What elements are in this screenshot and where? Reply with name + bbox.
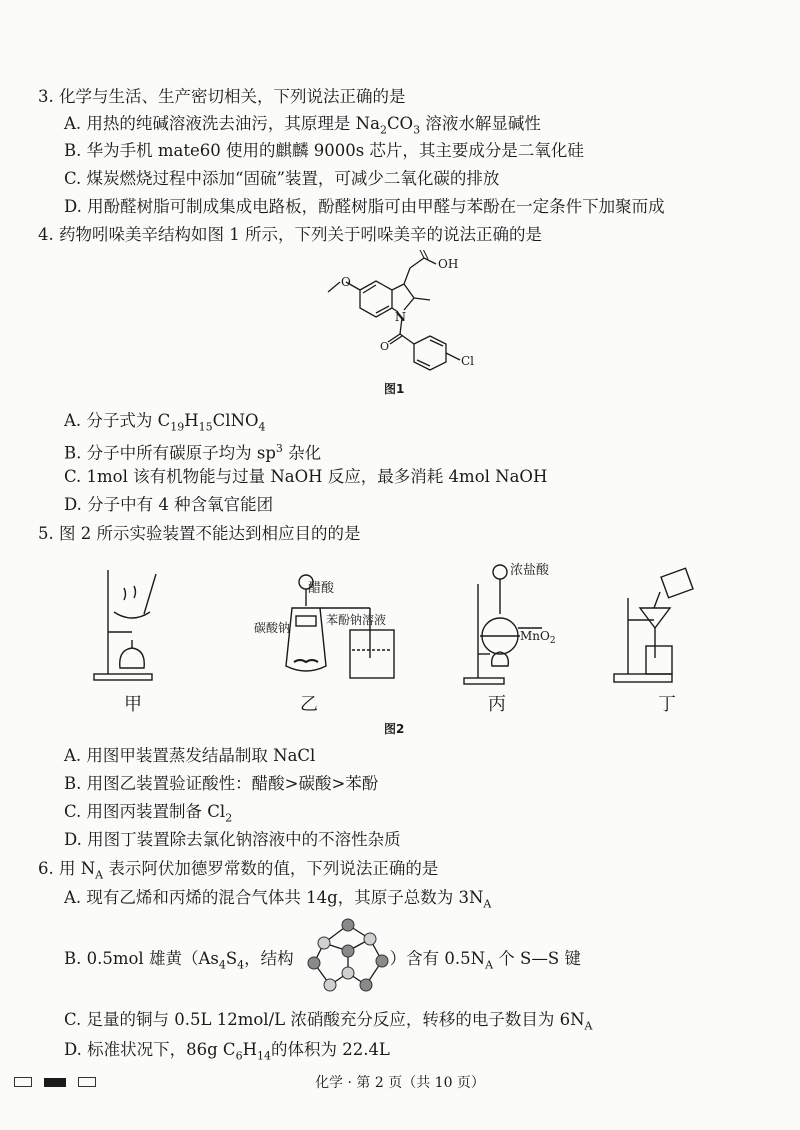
svg-text:O: O bbox=[380, 340, 390, 353]
q4-option-c: C. 1mol 该有机物能与过量 NaOH 反应，最多消耗 4mol NaOH bbox=[64, 467, 548, 486]
q4-option-b: B. 分子中所有碳原子均为 $sp^3$ 杂化 bbox=[64, 442, 322, 463]
svg-text:O: O bbox=[341, 275, 351, 289]
q6-option-b: B. 0.5mol 雄黄（$As_4S_4$，结构 ）含有 $0.5N_A$ 个 S—S 键 bbox=[64, 949, 581, 972]
oh-label: OH bbox=[438, 257, 459, 271]
label-jia: 甲 bbox=[124, 694, 142, 715]
q6-option-a: A. 现有乙烯和丙烯的混合气体共 14g，其原子总数为 $3N_A$ bbox=[64, 888, 492, 911]
q4-stem: 4. 药物吲哚美辛结构如图 1 所示，下列关于吲哚美辛的说法正确的是 bbox=[38, 225, 542, 244]
q3-stem: 3. 化学与生活、生产密切相关，下列说法正确的是 bbox=[38, 87, 406, 106]
q6-option-d: D. 标准状况下，86g $C_6H_{14}$的体积为 22.4L bbox=[64, 1040, 390, 1063]
q5-option-c: C. 用图丙装置制备 $Cl_2$ bbox=[64, 802, 233, 825]
n-label: N bbox=[395, 310, 406, 324]
q6-option-c: C. 足量的铜与 0.5L 12mol/L 浓硝酸充分反应，转移的电子数目为 $6N_A$ bbox=[64, 1010, 593, 1033]
label-bing: 丙 bbox=[488, 694, 506, 715]
realgar-structure bbox=[300, 915, 396, 997]
q5-stem: 5. 图 2 所示实验装置不能达到相应目的的是 bbox=[38, 524, 361, 543]
q5-option-d: D. 用图丁装置除去氯化钠溶液中的不溶性杂质 bbox=[64, 830, 401, 849]
q5-option-a: A. 用图甲装置蒸发结晶制取 NaCl bbox=[64, 746, 316, 765]
q3-option-a: A. 用热的纯碱溶液洗去油污，其原理是 $Na_2CO_3$ 溶液水解显碱性 bbox=[64, 114, 541, 137]
q6-stem: 6. 用 $N_A$ 表示阿伏加德罗常数的值，下列说法正确的是 bbox=[38, 859, 439, 882]
q3-option-b: B. 华为手机 mate60 使用的麒麟 9000s 芯片，其主要成分是二氧化硅 bbox=[64, 141, 584, 160]
figure-1-caption: 图1 bbox=[384, 382, 405, 396]
figure-2-caption: 图2 bbox=[384, 722, 405, 736]
label-mno2: MnO$_2$ bbox=[520, 629, 556, 646]
page-footer: 化学 · 第 2 页（共 10 页） bbox=[315, 1075, 485, 1091]
label-acetic-acid: 醋酸 bbox=[308, 581, 335, 596]
label-ding: 丁 bbox=[658, 694, 676, 715]
figure-2-apparatus bbox=[80, 558, 740, 698]
q3-option-d: D. 用酚醛树脂可制成集成电路板，酚醛树脂可由甲醛与苯酚在一定条件下加聚而成 bbox=[64, 197, 665, 216]
q5-option-b: B. 用图乙装置验证酸性：醋酸>碳酸>苯酚 bbox=[64, 774, 379, 793]
label-sodium-carbonate: 碳酸钠 bbox=[254, 621, 291, 635]
cl-label: Cl bbox=[461, 354, 475, 368]
label-yi: 乙 bbox=[300, 694, 318, 715]
indomethacin-structure bbox=[300, 250, 510, 390]
label-conc-hcl: 浓盐酸 bbox=[510, 563, 550, 578]
q4-option-d: D. 分子中有 4 种含氧官能团 bbox=[64, 495, 274, 514]
q3-option-c: C. 煤炭燃烧过程中添加“固硫”装置，可减少二氧化碳的排放 bbox=[64, 169, 500, 188]
q4-option-a: A. 分子式为 $C_{19}H_{15}ClNO_4$ bbox=[64, 411, 266, 434]
label-sodium-phenoxide: 苯酚钠溶液 bbox=[326, 613, 387, 627]
